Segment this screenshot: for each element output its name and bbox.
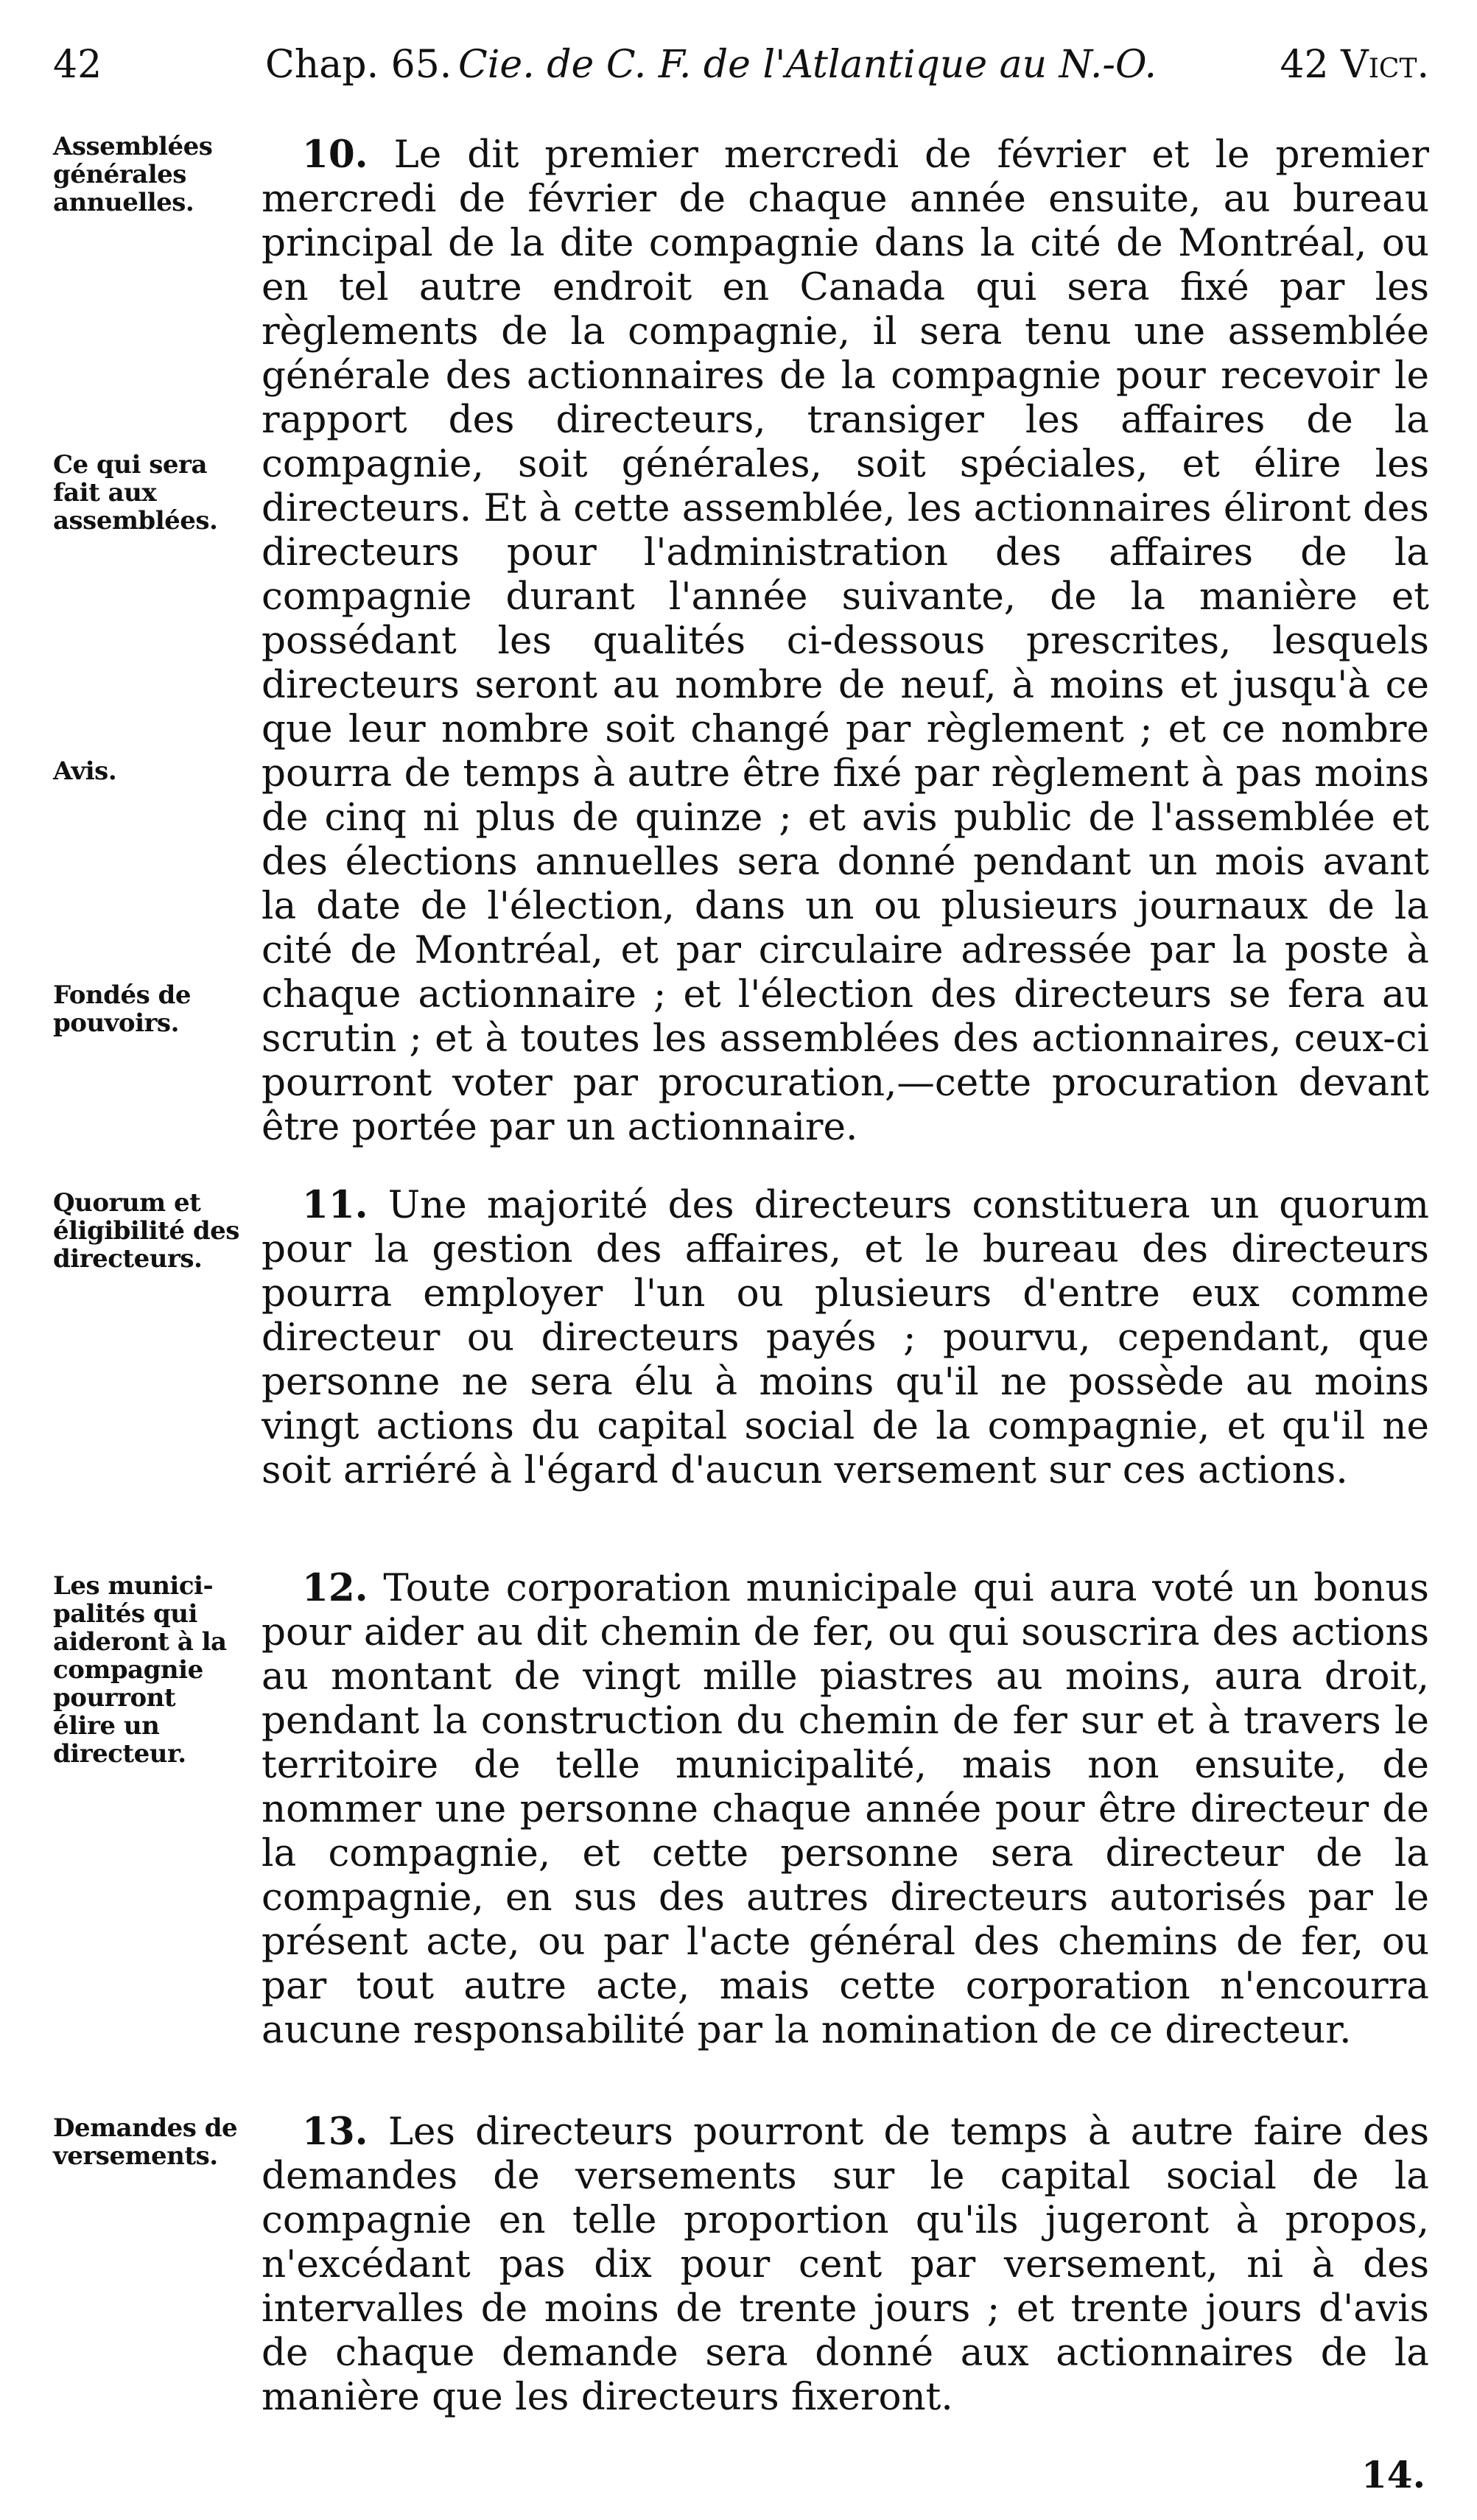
catchword: 14.: [1361, 2453, 1425, 2496]
section-text: Les directeurs pourront de temps à autre faire des demandes de versements sur le capital social de la compagnie en telle proportion qu'ils jugeront à propos, n'excédant pas dix pour cent par versement, ni à des intervalles de moins de trente jours ; et trente jours d'avis de chaque demande sera donné aux actionnaires de la manière que les directeurs fixeront.: [262, 2110, 1429, 2419]
margin-note-quorum: Quorum et éligibilité des directeurs.: [53, 1188, 239, 1274]
regnal-year: 42 Vict.: [1280, 43, 1429, 87]
section-12: [262, 1566, 1429, 2052]
section-13: [262, 2110, 1429, 2419]
section-number: 10.: [302, 133, 368, 177]
chapter-label: Chap. 65.: [265, 43, 452, 87]
margin-note-meeting-business: Ce qui sera fait aux assemblées.: [53, 450, 218, 536]
margin-note-proxies: Fondés de pouvoirs.: [53, 980, 191, 1038]
margin-note-calls: Demandes de versements.: [53, 2113, 238, 2171]
margin-note-notice: Avis.: [53, 757, 117, 786]
margin-note-annual-meetings: Assemblées générales annuelles.: [53, 132, 213, 217]
running-header: [53, 35, 1429, 94]
margin-note-municipalities: Les munici- palités qui aideront à la compagnie pourront élire un directeur.: [53, 1571, 227, 1769]
section-10: [262, 133, 1429, 1149]
act-title: Cie. de C. F. de l'Atlantique au N.-O.: [458, 43, 1157, 87]
section-number: 13.: [302, 2110, 368, 2154]
section-number: 12.: [302, 1566, 368, 1610]
section-text: Le dit premier mercredi de février et le premier mercredi de février de chaque année ensuite, au bureau principal de la dite compagnie dans la cité de Montréal, ou en tel autre endroit en Canada qui sera fixé par les règlements de la compagnie, il sera tenu une assemblée générale des actionnaires de la compagnie pour recevoir le rapport des directeurs, transiger les affaires de la compagnie, soit générales, soit spéciales, et élire les directeurs. Et à cette assemblée, les actionnaires éliront des directeurs pour l'administration des affaires de la compagnie durant l'année suivante, de la manière et possédant les qualités ci-dessous prescrites, lesquels directeurs seront au nombre de neuf, à moins et jusqu'à ce que leur nombre soit changé par règlement ; et ce nombre pourra de temps à autre être fixé par règlement à pas moins de cinq ni plus de quinze ; et avis public de l'assemblée et des élections annuelles sera donné pendant un mois avant la date de l'élection, dans un ou plusieurs journaux de la cité de Montréal, et par circulaire adressée par la poste à chaque actionnaire ; et l'élection des directeurs se fera au scrutin ; et à toutes les assemblées des actionnaires, ceux-ci pourront voter par procuration,—cette procuration devant être portée par un actionnaire.: [262, 133, 1429, 1149]
section-text: Toute corporation municipale qui aura voté un bonus pour aider au dit chemin de fer, ou qui souscrira des actions au montant de vingt mille piastres au moins, aura droit, pendant la construction du chemin de fer sur et à travers le territoire de telle municipalité, mais non ensuite, de nommer une personne chaque année pour être directeur de la compagnie, et cette personne sera directeur de la compagnie, en sus des autres directeurs autorisés par le présent acte, ou par l'acte général des chemins de fer, ou par tout autre acte, mais cette corporation n'encourra aucune responsabilité par la nomination de ce directeur.: [262, 1566, 1429, 2052]
section-number: 11.: [302, 1183, 368, 1227]
section-11: [262, 1183, 1429, 1492]
page-number: 42: [53, 43, 102, 87]
section-text: Une majorité des directeurs constituera un quorum pour la gestion des affaires, et le bureau des directeurs pourra employer l'un ou plusieurs d'entre eux comme directeur ou directeurs payés ; pourvu, cependant, que personne ne sera élu à moins qu'il ne possède au moins vingt actions du capital social de la compagnie, et qu'il ne soit arriéré à l'égard d'aucun versement sur ces actions.: [262, 1183, 1429, 1492]
